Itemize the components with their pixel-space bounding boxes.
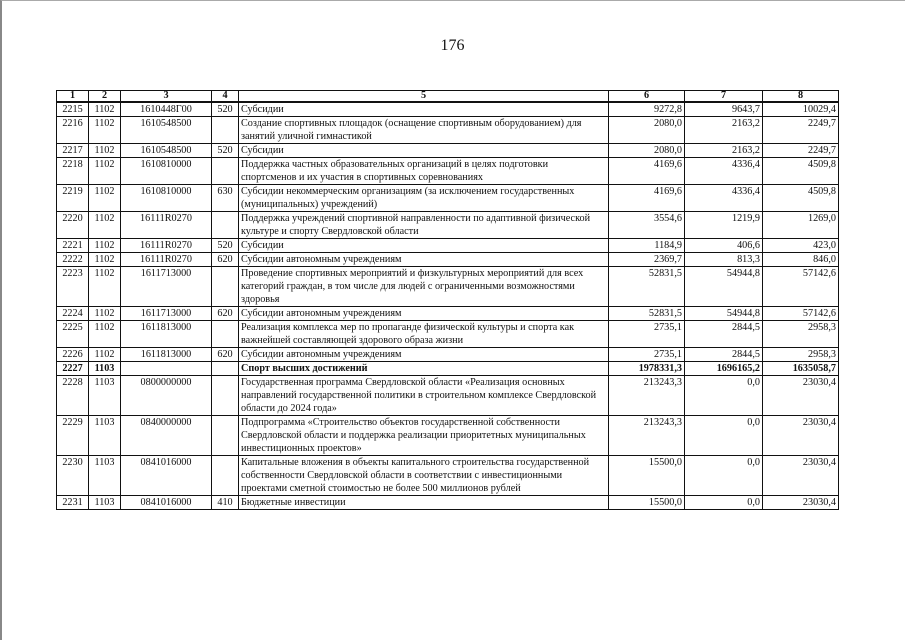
amount-col6: 15500,0 bbox=[609, 456, 685, 496]
section-code: 1102 bbox=[89, 321, 121, 348]
amount-col8: 4509,8 bbox=[763, 185, 839, 212]
expense-type: 520 bbox=[212, 102, 239, 117]
target-code: 1611813000 bbox=[121, 321, 212, 348]
table-row bbox=[57, 253, 839, 267]
row-number: 2225 bbox=[57, 321, 89, 348]
row-number: 2230 bbox=[57, 456, 89, 496]
target-code: 1610810000 bbox=[121, 185, 212, 212]
expense-type bbox=[212, 267, 239, 307]
table-row bbox=[57, 267, 839, 307]
expense-type: 410 bbox=[212, 496, 239, 510]
row-number: 2216 bbox=[57, 117, 89, 144]
table-row bbox=[57, 456, 839, 496]
amount-col7: 54944,8 bbox=[685, 307, 763, 321]
target-code: 16111R0270 bbox=[121, 253, 212, 267]
column-header: 7 bbox=[685, 91, 763, 103]
target-code: 0800000000 bbox=[121, 376, 212, 416]
expense-type bbox=[212, 117, 239, 144]
item-name: Субсидии некоммерческим организациям (за исключением государственных (муниципальных) учреждений) bbox=[239, 185, 609, 212]
amount-col6: 15500,0 bbox=[609, 496, 685, 510]
amount-col7: 2163,2 bbox=[685, 117, 763, 144]
amount-col7: 1219,9 bbox=[685, 212, 763, 239]
row-number: 2227 bbox=[57, 362, 89, 376]
amount-col8: 2249,7 bbox=[763, 117, 839, 144]
table-row bbox=[57, 239, 839, 253]
table-row bbox=[57, 416, 839, 456]
table-row bbox=[57, 376, 839, 416]
section-code: 1102 bbox=[89, 253, 121, 267]
amount-col7: 2844,5 bbox=[685, 321, 763, 348]
section-code: 1102 bbox=[89, 102, 121, 117]
target-code: 0840000000 bbox=[121, 416, 212, 456]
amount-col7: 4336,4 bbox=[685, 158, 763, 185]
amount-col8: 23030,4 bbox=[763, 376, 839, 416]
section-code: 1102 bbox=[89, 158, 121, 185]
table-row bbox=[57, 307, 839, 321]
amount-col6: 2369,7 bbox=[609, 253, 685, 267]
column-header: 1 bbox=[57, 91, 89, 103]
item-name: Подпрограмма «Строительство объектов государственной собственности Свердловской области и поддержка реализации приоритетных муниципальных инвестиционных проектов» bbox=[239, 416, 609, 456]
row-number: 2215 bbox=[57, 102, 89, 117]
expense-type: 520 bbox=[212, 144, 239, 158]
budget-table bbox=[56, 90, 839, 510]
expense-type bbox=[212, 456, 239, 496]
section-code: 1102 bbox=[89, 117, 121, 144]
amount-col8: 23030,4 bbox=[763, 496, 839, 510]
expense-type bbox=[212, 416, 239, 456]
target-code: 1610548500 bbox=[121, 117, 212, 144]
item-name: Субсидии bbox=[239, 239, 609, 253]
expense-type bbox=[212, 158, 239, 185]
expense-type: 620 bbox=[212, 307, 239, 321]
target-code: 1610448Г00 bbox=[121, 102, 212, 117]
target-code: 1611713000 bbox=[121, 307, 212, 321]
column-header: 8 bbox=[763, 91, 839, 103]
amount-col8: 2958,3 bbox=[763, 348, 839, 362]
expense-type: 630 bbox=[212, 185, 239, 212]
amount-col6: 2735,1 bbox=[609, 348, 685, 362]
amount-col8: 57142,6 bbox=[763, 307, 839, 321]
amount-col7: 0,0 bbox=[685, 496, 763, 510]
amount-col6: 9272,8 bbox=[609, 102, 685, 117]
section-code: 1103 bbox=[89, 376, 121, 416]
amount-col6: 1184,9 bbox=[609, 239, 685, 253]
target-code: 1610548500 bbox=[121, 144, 212, 158]
row-number: 2226 bbox=[57, 348, 89, 362]
row-number: 2222 bbox=[57, 253, 89, 267]
amount-col8: 2249,7 bbox=[763, 144, 839, 158]
row-number: 2229 bbox=[57, 416, 89, 456]
table-row bbox=[57, 144, 839, 158]
row-number: 2218 bbox=[57, 158, 89, 185]
section-code: 1103 bbox=[89, 456, 121, 496]
row-number: 2224 bbox=[57, 307, 89, 321]
amount-col6: 1978331,3 bbox=[609, 362, 685, 376]
amount-col8: 23030,4 bbox=[763, 416, 839, 456]
amount-col6: 2080,0 bbox=[609, 144, 685, 158]
amount-col8: 4509,8 bbox=[763, 158, 839, 185]
amount-col8: 23030,4 bbox=[763, 456, 839, 496]
expense-type bbox=[212, 212, 239, 239]
section-code: 1103 bbox=[89, 416, 121, 456]
expense-type: 620 bbox=[212, 348, 239, 362]
amount-col7: 406,6 bbox=[685, 239, 763, 253]
section-code: 1102 bbox=[89, 267, 121, 307]
row-number: 2221 bbox=[57, 239, 89, 253]
amount-col7: 0,0 bbox=[685, 456, 763, 496]
amount-col7: 813,3 bbox=[685, 253, 763, 267]
amount-col8: 1635058,7 bbox=[763, 362, 839, 376]
table-row bbox=[57, 321, 839, 348]
column-header: 2 bbox=[89, 91, 121, 103]
section-code: 1102 bbox=[89, 185, 121, 212]
amount-col6: 4169,6 bbox=[609, 185, 685, 212]
row-number: 2217 bbox=[57, 144, 89, 158]
amount-col7: 4336,4 bbox=[685, 185, 763, 212]
item-name: Субсидии автономным учреждениям bbox=[239, 307, 609, 321]
row-number: 2223 bbox=[57, 267, 89, 307]
amount-col6: 213243,3 bbox=[609, 376, 685, 416]
amount-col7: 2844,5 bbox=[685, 348, 763, 362]
section-code: 1103 bbox=[89, 496, 121, 510]
table-row bbox=[57, 158, 839, 185]
section-code: 1102 bbox=[89, 144, 121, 158]
amount-col8: 846,0 bbox=[763, 253, 839, 267]
amount-col7: 0,0 bbox=[685, 416, 763, 456]
expense-type: 620 bbox=[212, 253, 239, 267]
amount-col6: 3554,6 bbox=[609, 212, 685, 239]
column-header: 6 bbox=[609, 91, 685, 103]
amount-col6: 52831,5 bbox=[609, 307, 685, 321]
table-row bbox=[57, 117, 839, 144]
table-row bbox=[57, 102, 839, 117]
amount-col6: 52831,5 bbox=[609, 267, 685, 307]
item-name: Поддержка учреждений спортивной направленности по адаптивной физической культуре и спорту Свердловской области bbox=[239, 212, 609, 239]
target-code: 1611813000 bbox=[121, 348, 212, 362]
amount-col6: 213243,3 bbox=[609, 416, 685, 456]
target-code: 1611713000 bbox=[121, 267, 212, 307]
item-name: Государственная программа Свердловской области «Реализация основных направлений государственной политики в строительном комплексе Свердловской области до 2024 года» bbox=[239, 376, 609, 416]
amount-col8: 2958,3 bbox=[763, 321, 839, 348]
target-code bbox=[121, 362, 212, 376]
row-number: 2219 bbox=[57, 185, 89, 212]
target-code: 1610810000 bbox=[121, 158, 212, 185]
expense-type: 520 bbox=[212, 239, 239, 253]
table-row bbox=[57, 348, 839, 362]
item-name: Бюджетные инвестиции bbox=[239, 496, 609, 510]
target-code: 0841016000 bbox=[121, 496, 212, 510]
target-code: 16111R0270 bbox=[121, 239, 212, 253]
column-header: 3 bbox=[121, 91, 212, 103]
item-name: Поддержка частных образовательных организаций в целях подготовки спортсменов и их участия в спортивных соревнованиях bbox=[239, 158, 609, 185]
item-name: Субсидии автономным учреждениям bbox=[239, 253, 609, 267]
page-number: 176 bbox=[440, 37, 465, 54]
amount-col7: 54944,8 bbox=[685, 267, 763, 307]
table-row bbox=[57, 212, 839, 239]
expense-type bbox=[212, 321, 239, 348]
target-code: 16111R0270 bbox=[121, 212, 212, 239]
row-number: 2231 bbox=[57, 496, 89, 510]
section-code: 1102 bbox=[89, 212, 121, 239]
amount-col8: 57142,6 bbox=[763, 267, 839, 307]
amount-col6: 2080,0 bbox=[609, 117, 685, 144]
section-code: 1102 bbox=[89, 307, 121, 321]
item-name: Проведение спортивных мероприятий и физкультурных мероприятий для всех категорий граждан, в том числе для людей с ограниченными возможностями здоровья bbox=[239, 267, 609, 307]
amount-col7: 0,0 bbox=[685, 376, 763, 416]
item-name: Создание спортивных площадок (оснащение спортивным оборудованием) для занятий уличной гимнастикой bbox=[239, 117, 609, 144]
amount-col8: 423,0 bbox=[763, 239, 839, 253]
item-name: Субсидии bbox=[239, 144, 609, 158]
row-number: 2228 bbox=[57, 376, 89, 416]
item-name: Капитальные вложения в объекты капитального строительства государственной собственности Свердловской области в соответствии с инвестиционными проектами сметной стоимостью не более 500 миллионов рублей bbox=[239, 456, 609, 496]
expense-type bbox=[212, 362, 239, 376]
amount-col7: 2163,2 bbox=[685, 144, 763, 158]
column-header: 5 bbox=[239, 91, 609, 103]
amount-col8: 1269,0 bbox=[763, 212, 839, 239]
amount-col7: 9643,7 bbox=[685, 102, 763, 117]
amount-col6: 2735,1 bbox=[609, 321, 685, 348]
item-name: Реализация комплекса мер по пропаганде физической культуры и спорта как важнейшей составляющей здорового образа жизни bbox=[239, 321, 609, 348]
expense-type bbox=[212, 376, 239, 416]
target-code: 0841016000 bbox=[121, 456, 212, 496]
amount-col6: 4169,6 bbox=[609, 158, 685, 185]
column-header: 4 bbox=[212, 91, 239, 103]
item-name: Спорт высших достижений bbox=[239, 362, 609, 376]
amount-col8: 10029,4 bbox=[763, 102, 839, 117]
row-number: 2220 bbox=[57, 212, 89, 239]
table-row bbox=[57, 496, 839, 510]
section-code: 1103 bbox=[89, 362, 121, 376]
header-row bbox=[57, 91, 839, 103]
amount-col7: 1696165,2 bbox=[685, 362, 763, 376]
table-row bbox=[57, 185, 839, 212]
table-row bbox=[57, 362, 839, 376]
item-name: Субсидии bbox=[239, 102, 609, 117]
item-name: Субсидии автономным учреждениям bbox=[239, 348, 609, 362]
section-code: 1102 bbox=[89, 348, 121, 362]
section-code: 1102 bbox=[89, 239, 121, 253]
